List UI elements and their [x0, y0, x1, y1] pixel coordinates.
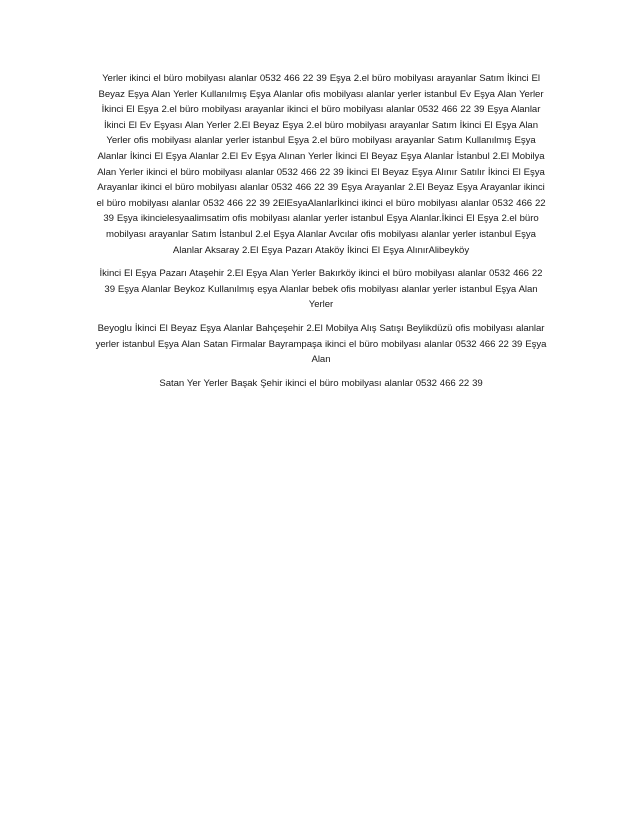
paragraph-1: Yerler ikinci el büro mobilyası alanlar 0532 466 22 39 Eşya 2.el büro mobilyası arayanlar Satım İkinci El Beyaz Eşya Alan Yerler Kullanılmış Eşya Alanlar ofis mobilyası alanlar yerler istanbul Ev Eşya Alan Yerler İkinci El Eşya 2.el büro mobilyası arayanlar ikinci el büro mobilyası alanlar 0532 466 22 39 Eşya Alanlar İkinci El Ev Eşyası Alan Yerler 2.El Beyaz Eşya 2.el büro mobilyası arayanlar Satım İkinci El Eşya Alan Yerler ofis mobilyası alanlar yerler istanbul Eşya 2.el büro mobilyası arayanlar Satım Kullanılmış Eşya Alanlar İkinci El Eşya Alanlar 2.El Ev Eşya Alınan Yerler İkinci El Beyaz Eşya Alanlar İstanbul 2.El Mobilya Alan Yerler ikinci el büro mobilyası alanlar 0532 466 22 39 İkinci El Beyaz Eşya Alınır Satılır İkinci El Eşya Arayanlar ikinci el büro mobilyası alanlar 0532 466 22 39 Eşya Arayanlar 2.El Beyaz Eşya Arayanlar ikinci el büro mobilyası alanlar 0532 466 22 39 2ElEsyaAlanlarİkinci ikinci el büro mobilyası alanlar 0532 466 22 39 Eşya ikincielesyaalimsatim ofis mobilyası alanlar yerler istanbul Eşya Alanlar.İkinci El Eşya 2.el büro mobilyası arayanlar Satım İstanbul 2.el Eşya Alanlar Avcılar ofis mobilyası alanlar yerler istanbul Eşya Alanlar Aksaray 2.El Eşya Pazarı Ataköy İkinci El Eşya AlınırAlibeyköy	[96, 73, 546, 256]
paragraph-2: İkinci El Eşya Pazarı Ataşehir 2.El Eşya Alan Yerler Bakırköy ikinci el büro mobilyası alanlar 0532 466 22 39 Eşya Alanlar Beykoz Kullanılmış eşya Alanlar bebek ofis mobilyası alanlar yerler istanbul Eşya Alan Yerler	[99, 268, 543, 311]
paragraph-3: Beyoglu İkinci El Beyaz Eşya Alanlar Bahçeşehir 2.El Mobilya Alış Satışı Beylikdüzü ofis mobilyası alanlar yerler istanbul Eşya Alan Satan Firmalar Bayrampaşa ikinci el büro mobilyası alanlar 0532 466 22 39 Eşya Alan	[95, 322, 547, 366]
paragraph-4: Satan Yer Yerler Başak Şehir ikinci el büro mobilyası alanlar 0532 466 22 39	[159, 377, 483, 389]
